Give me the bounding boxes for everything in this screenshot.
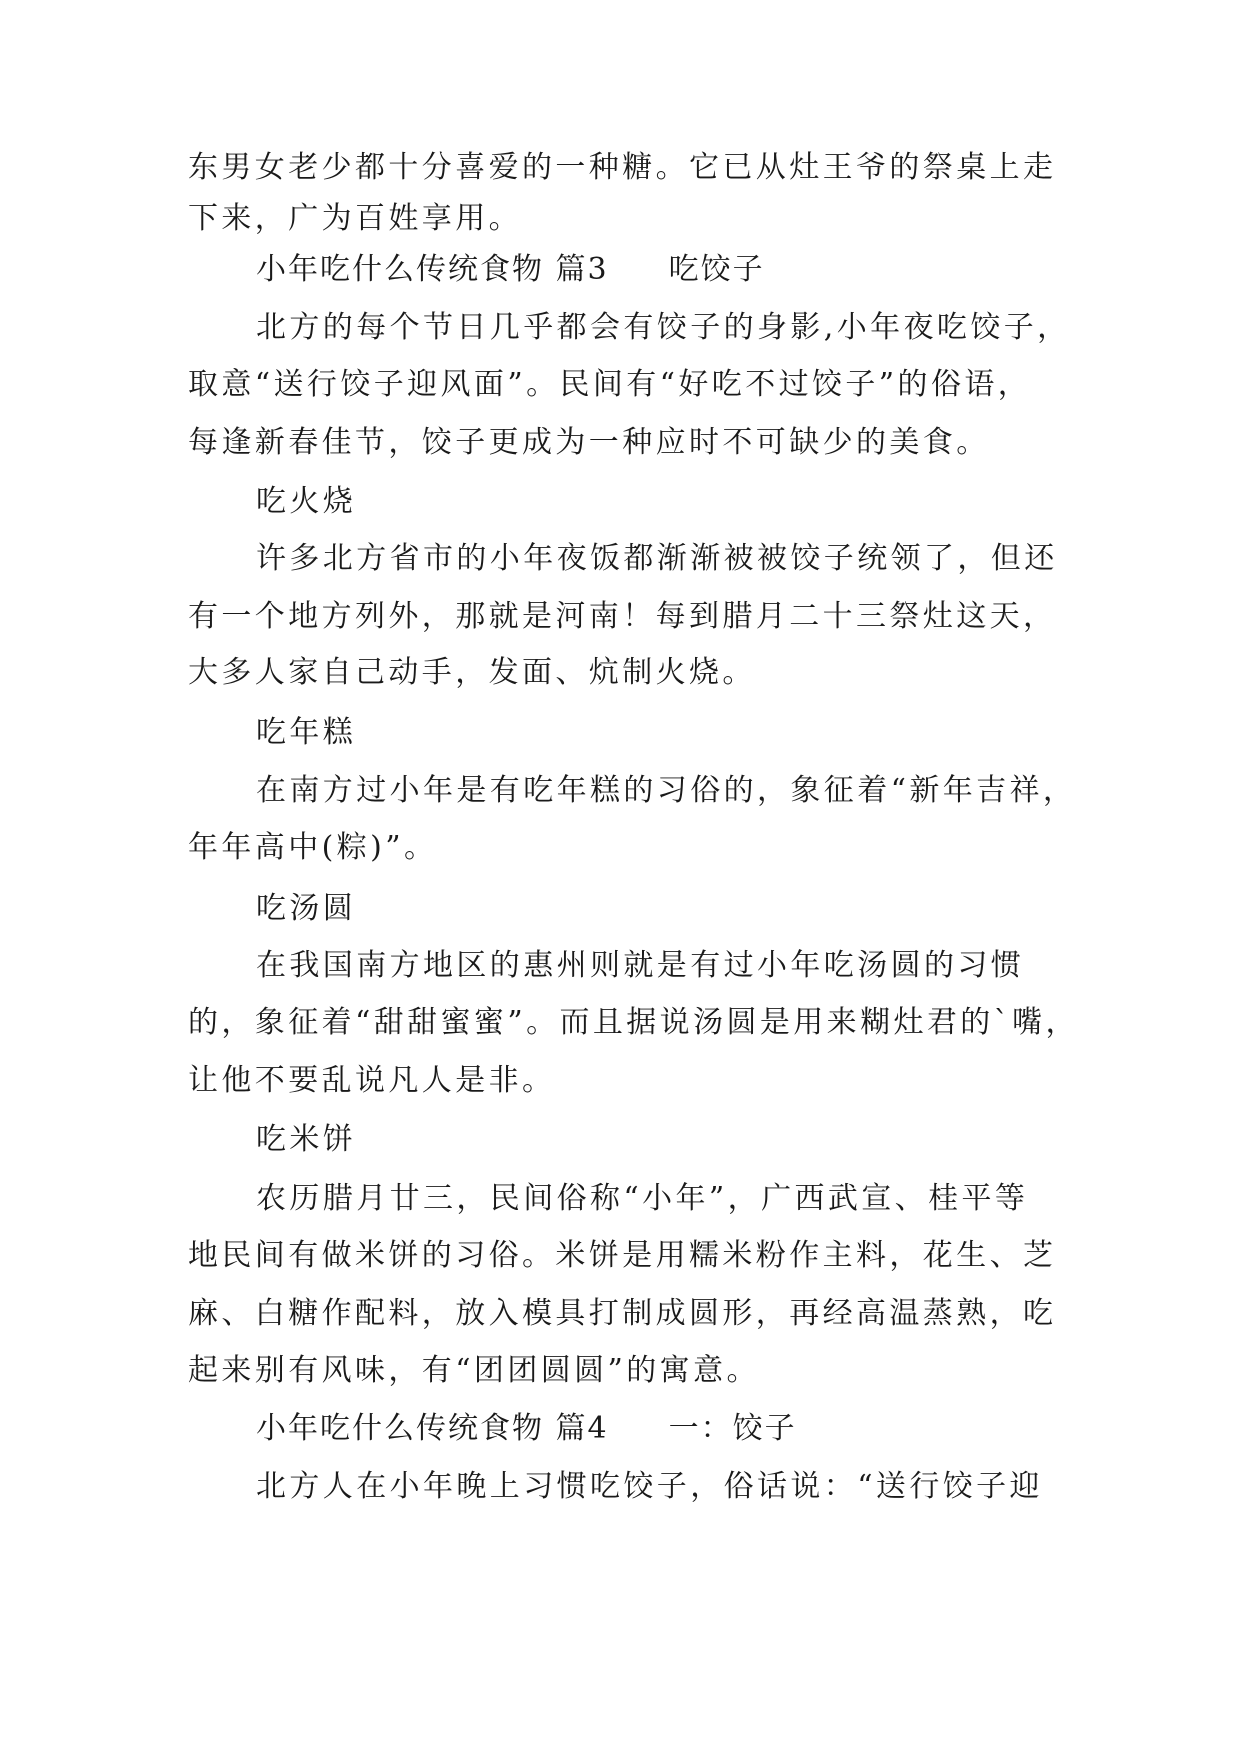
subheading: 吃火烧 [256, 484, 357, 519]
paragraph-line: 许多北方省市的小年夜饭都渐渐被被饺子统领了，但还 [256, 541, 1058, 576]
section-title: 小年吃什么传统食物 篇4 [256, 1411, 609, 1446]
subheading: 吃米饼 [256, 1122, 357, 1157]
paragraph-line: 在我国南方地区的惠州则就是有过小年吃汤圆的习惯 [256, 948, 1025, 983]
paragraph-line: 每逢新春佳节，饺子更成为一种应时不可缺少的美食。 [188, 425, 990, 460]
subheading: 吃汤圆 [256, 891, 357, 926]
paragraph-line: 下来，广为百姓享用。 [188, 201, 522, 236]
section-subtitle: 一：饺子 [668, 1411, 797, 1446]
paragraph-line: 的，象征着“甜甜蜜蜜”。而且据说汤圆是用来糊灶君的`嘴， [188, 1005, 1079, 1040]
paragraph-line: 取意“送行饺子迎风面”。民间有“好吃不过饺子”的俗语， [188, 367, 1032, 402]
paragraph-line: 北方人在小年晚上习惯吃饺子，俗话说：“送行饺子迎 [256, 1469, 1043, 1504]
paragraph-line: 让他不要乱说凡人是非。 [188, 1063, 556, 1098]
subheading: 吃年糕 [256, 715, 357, 750]
paragraph-line: 北方的每个节日几乎都会有饺子的身影,小年夜吃饺子， [256, 310, 1071, 345]
paragraph-line: 在南方过小年是有吃年糕的习俗的，象征着“新年吉祥， [256, 773, 1077, 808]
section-title: 小年吃什么传统食物 篇3 [256, 252, 609, 287]
paragraph-line: 大多人家自己动手，发面、炕制火烧。 [188, 655, 756, 690]
paragraph-line: 年年高中(粽)”。 [188, 830, 438, 865]
paragraph-line: 有一个地方列外，那就是河南！每到腊月二十三祭灶这天， [188, 599, 1057, 634]
section-subtitle: 吃饺子 [668, 252, 765, 287]
paragraph-line: 农历腊月廿三，民间俗称“小年”，广西武宣、桂平等 [256, 1181, 1029, 1216]
paragraph-line: 地民间有做米饼的习俗。米饼是用糯米粉作主料，花生、芝 [188, 1238, 1057, 1273]
section-heading-3 [256, 250, 1136, 290]
paragraph-line: 起来别有风味，有“团团圆圆”的寓意。 [188, 1353, 760, 1388]
section-heading-4 [256, 1409, 1136, 1449]
paragraph-line: 麻、白糖作配料，放入模具打制成圆形，再经高温蒸熟，吃 [188, 1296, 1057, 1331]
paragraph-line: 东男女老少都十分喜爱的一种糖。它已从灶王爷的祭桌上走 [188, 150, 1057, 185]
